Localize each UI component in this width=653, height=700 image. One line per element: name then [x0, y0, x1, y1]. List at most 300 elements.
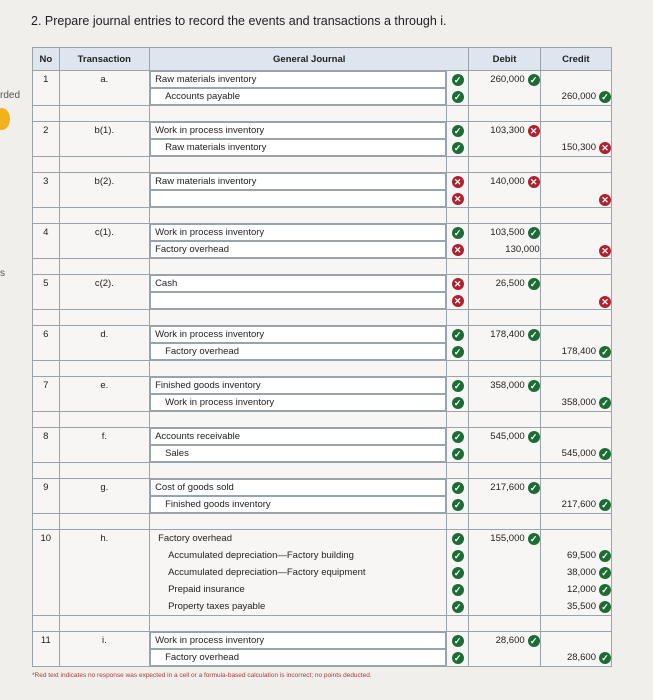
credit-amount: 178,400 — [561, 346, 596, 357]
edge-marker-dot — [0, 108, 10, 130]
transaction-label: f. — [59, 428, 149, 446]
x-circle-icon: ✕ — [528, 176, 540, 188]
spacer-cell — [33, 259, 60, 275]
entry-spacer — [33, 157, 612, 173]
debit-amount: 26,500 — [495, 278, 525, 289]
entry-number: 8 — [33, 428, 60, 446]
account-name: Factory overhead — [150, 343, 446, 360]
entry-number — [33, 292, 60, 310]
check-circle-icon: ✓ — [452, 431, 464, 443]
account-cell[interactable] — [150, 445, 447, 463]
credit-cell[interactable] — [540, 326, 611, 344]
debit-cell[interactable] — [469, 530, 540, 548]
transaction-label — [59, 139, 149, 157]
spacer-cell — [447, 157, 469, 173]
check-circle-icon: ✓ — [452, 125, 464, 137]
check-circle-icon: ✓ — [452, 550, 464, 562]
transaction-label — [59, 88, 149, 106]
debit-amount: 103,500 — [490, 227, 525, 238]
entry-number: 4 — [33, 224, 60, 242]
debit-cell[interactable] — [469, 428, 540, 446]
check-circle-icon: ✓ — [528, 635, 540, 647]
check-circle-icon: ✓ — [599, 584, 611, 596]
debit-cell[interactable] — [469, 292, 540, 310]
account-name: Cash — [150, 275, 446, 292]
account-cell[interactable] — [150, 139, 447, 157]
row-status — [447, 275, 469, 293]
journal-row — [33, 598, 612, 616]
check-circle-icon: ✓ — [528, 533, 540, 545]
account-name: Raw materials inventory — [150, 173, 446, 190]
transaction-label: e. — [59, 377, 149, 395]
credit-amount: 38,000 — [566, 567, 596, 578]
credit-cell[interactable] — [540, 190, 611, 208]
entry-number — [33, 496, 60, 514]
account-cell[interactable] — [150, 428, 447, 446]
debit-cell[interactable] — [469, 343, 540, 361]
check-circle-icon: ✓ — [452, 499, 464, 511]
debit-cell[interactable] — [469, 394, 540, 412]
debit-cell[interactable] — [469, 564, 540, 581]
debit-cell[interactable] — [469, 224, 540, 242]
credit-cell[interactable] — [540, 445, 611, 463]
row-status — [447, 241, 469, 259]
spacer-cell — [59, 208, 149, 224]
spacer-cell — [447, 412, 469, 428]
check-circle-icon: ✓ — [452, 74, 464, 86]
transaction-label: g. — [59, 479, 149, 497]
transaction-label — [59, 445, 149, 463]
spacer-cell — [447, 208, 469, 224]
transaction-label: i. — [59, 632, 149, 650]
journal-row — [33, 343, 612, 361]
row-status — [447, 530, 469, 548]
entry-spacer — [33, 616, 612, 632]
journal-row — [33, 326, 612, 344]
x-circle-icon: ✕ — [452, 278, 464, 290]
account-name: Factory overhead — [150, 649, 446, 666]
credit-cell[interactable] — [540, 564, 611, 581]
debit-amount: 217,600 — [490, 482, 525, 493]
entry-number: 2 — [33, 122, 60, 140]
account-cell[interactable] — [150, 394, 447, 412]
spacer-cell — [469, 310, 540, 326]
credit-amount: 217,600 — [561, 499, 596, 510]
transaction-label: a. — [59, 71, 149, 89]
row-status — [447, 122, 469, 140]
check-circle-icon: ✓ — [452, 448, 464, 460]
row-status — [447, 173, 469, 191]
debit-cell[interactable] — [469, 139, 540, 157]
debit-cell[interactable] — [469, 632, 540, 650]
spacer-cell — [540, 259, 611, 275]
debit-cell[interactable] — [469, 241, 540, 259]
row-status — [447, 632, 469, 650]
row-status — [447, 394, 469, 412]
entry-number: 5 — [33, 275, 60, 293]
credit-cell[interactable] — [540, 547, 611, 564]
row-status — [447, 479, 469, 497]
account-name: Raw materials inventory — [150, 139, 446, 156]
transaction-label — [59, 394, 149, 412]
account-name: Property taxes payable — [168, 601, 266, 612]
account-name: Accounts receivable — [150, 428, 446, 445]
credit-cell[interactable] — [540, 224, 611, 242]
spacer-cell — [59, 361, 149, 377]
spacer-cell — [59, 616, 149, 632]
credit-amount: 150,300 — [561, 142, 596, 153]
check-circle-icon: ✓ — [528, 380, 540, 392]
row-status — [447, 292, 469, 310]
check-circle-icon: ✓ — [599, 448, 611, 460]
entry-number — [33, 88, 60, 106]
check-circle-icon: ✓ — [452, 397, 464, 409]
account-name: Raw materials inventory — [150, 71, 446, 88]
debit-cell[interactable] — [469, 581, 540, 598]
row-status — [447, 139, 469, 157]
credit-cell[interactable] — [540, 598, 611, 616]
account-cell[interactable] — [150, 292, 447, 310]
credit-cell[interactable] — [540, 496, 611, 514]
credit-cell[interactable] — [540, 139, 611, 157]
credit-cell[interactable] — [540, 173, 611, 191]
check-circle-icon: ✓ — [452, 601, 464, 613]
row-status — [447, 71, 469, 89]
debit-amount: 103,300 — [490, 125, 525, 136]
transaction-label: c(2). — [59, 275, 149, 293]
account-cell[interactable] — [150, 530, 447, 548]
debit-cell[interactable] — [469, 326, 540, 344]
account-cell[interactable] — [150, 88, 447, 106]
x-circle-icon: ✕ — [599, 296, 611, 308]
spacer-cell — [447, 463, 469, 479]
account-cell[interactable] — [150, 343, 447, 361]
check-circle-icon: ✓ — [452, 635, 464, 647]
journal-row — [33, 139, 612, 157]
credit-cell[interactable] — [540, 581, 611, 598]
check-circle-icon: ✓ — [452, 533, 464, 545]
credit-cell[interactable] — [540, 377, 611, 395]
journal-row — [33, 649, 612, 667]
check-circle-icon: ✓ — [528, 278, 540, 290]
check-circle-icon: ✓ — [599, 91, 611, 103]
spacer-cell — [33, 106, 60, 122]
header-credit: Credit — [540, 48, 611, 71]
spacer-cell — [447, 361, 469, 377]
entry-number: 7 — [33, 377, 60, 395]
transaction-label: b(1). — [59, 122, 149, 140]
account-cell[interactable] — [150, 581, 447, 598]
journal-row — [33, 88, 612, 106]
entry-number: 6 — [33, 326, 60, 344]
edge-label-1: rded — [0, 90, 21, 101]
entry-spacer — [33, 259, 612, 275]
journal-row — [33, 241, 612, 259]
row-status — [447, 224, 469, 242]
credit-cell[interactable] — [540, 241, 611, 259]
account-name — [150, 190, 446, 207]
journal-row — [33, 122, 612, 140]
spacer-cell — [59, 412, 149, 428]
entry-number: 3 — [33, 173, 60, 191]
debit-cell[interactable] — [469, 547, 540, 564]
account-name: Accumulated depreciation—Factory equipment — [168, 567, 366, 578]
journal-row — [33, 530, 612, 548]
check-circle-icon: ✓ — [528, 482, 540, 494]
debit-cell[interactable] — [469, 649, 540, 667]
check-circle-icon: ✓ — [452, 652, 464, 664]
account-cell[interactable] — [150, 649, 447, 667]
spacer-cell — [447, 106, 469, 122]
credit-cell[interactable] — [540, 428, 611, 446]
transaction-label — [59, 190, 149, 208]
transaction-label — [59, 343, 149, 361]
account-cell[interactable] — [150, 326, 447, 344]
account-cell[interactable] — [150, 632, 447, 650]
journal-row — [33, 445, 612, 463]
credit-amount: 260,000 — [561, 91, 596, 102]
account-cell[interactable] — [150, 173, 447, 191]
spacer-cell — [447, 310, 469, 326]
debit-cell[interactable] — [469, 71, 540, 89]
x-circle-icon: ✕ — [528, 125, 540, 137]
journal-row — [33, 547, 612, 564]
entry-number: 1 — [33, 71, 60, 89]
check-circle-icon: ✓ — [452, 346, 464, 358]
x-circle-icon: ✕ — [452, 244, 464, 256]
account-cell[interactable] — [150, 224, 447, 242]
account-cell[interactable] — [150, 598, 447, 616]
spacer-cell — [469, 361, 540, 377]
account-name: Finished goods inventory — [150, 377, 446, 394]
check-circle-icon: ✓ — [452, 482, 464, 494]
row-status — [447, 343, 469, 361]
spacer-cell — [469, 259, 540, 275]
spacer-cell — [469, 616, 540, 632]
entry-number — [33, 190, 60, 208]
credit-cell[interactable] — [540, 122, 611, 140]
account-name: Finished goods inventory — [150, 496, 446, 513]
entry-number: 9 — [33, 479, 60, 497]
account-cell[interactable] — [150, 71, 447, 89]
credit-cell[interactable] — [540, 530, 611, 548]
check-circle-icon: ✓ — [528, 431, 540, 443]
spacer-cell — [150, 361, 447, 377]
spacer-cell — [150, 157, 447, 173]
credit-cell[interactable] — [540, 649, 611, 667]
account-cell[interactable] — [150, 122, 447, 140]
journal-row — [33, 292, 612, 310]
check-circle-icon: ✓ — [452, 567, 464, 579]
spacer-cell — [150, 259, 447, 275]
account-cell[interactable] — [150, 275, 447, 293]
debit-amount: 28,600 — [495, 635, 525, 646]
x-circle-icon: ✕ — [599, 142, 611, 154]
journal-row — [33, 496, 612, 514]
debit-amount: 155,000 — [490, 533, 525, 544]
spacer-cell — [540, 463, 611, 479]
spacer-cell — [447, 259, 469, 275]
debit-cell[interactable] — [469, 173, 540, 191]
debit-cell[interactable] — [469, 496, 540, 514]
entry-number — [33, 598, 60, 616]
debit-cell[interactable] — [469, 122, 540, 140]
check-circle-icon: ✓ — [599, 550, 611, 562]
x-circle-icon: ✕ — [599, 194, 611, 206]
credit-cell[interactable] — [540, 71, 611, 89]
credit-cell[interactable] — [540, 479, 611, 497]
account-cell[interactable] — [150, 377, 447, 395]
debit-cell[interactable] — [469, 445, 540, 463]
spacer-cell — [469, 412, 540, 428]
spacer-cell — [150, 463, 447, 479]
credit-cell[interactable] — [540, 632, 611, 650]
debit-amount: 358,000 — [490, 380, 525, 391]
credit-amount: 545,000 — [561, 448, 596, 459]
entry-number — [33, 547, 60, 564]
x-circle-icon: ✕ — [452, 295, 464, 307]
debit-cell[interactable] — [469, 598, 540, 616]
account-name: Accounts payable — [150, 88, 446, 105]
spacer-cell — [59, 259, 149, 275]
check-circle-icon: ✓ — [599, 652, 611, 664]
journal-row — [33, 224, 612, 242]
debit-amount: 140,000 — [490, 176, 525, 187]
debit-cell[interactable] — [469, 479, 540, 497]
transaction-label — [59, 241, 149, 259]
entry-number: 10 — [33, 530, 60, 548]
account-name: Work in process inventory — [150, 122, 446, 139]
credit-cell[interactable] — [540, 343, 611, 361]
credit-cell[interactable] — [540, 275, 611, 293]
spacer-cell — [540, 361, 611, 377]
spacer-cell — [540, 106, 611, 122]
account-name: Work in process inventory — [150, 224, 446, 241]
credit-amount: 358,000 — [561, 397, 596, 408]
debit-cell[interactable] — [469, 88, 540, 106]
x-circle-icon: ✕ — [452, 193, 464, 205]
header-no: No — [33, 48, 60, 71]
entry-number — [33, 445, 60, 463]
entry-number — [33, 564, 60, 581]
check-circle-icon: ✓ — [452, 142, 464, 154]
journal-table — [32, 47, 612, 667]
row-status — [447, 598, 469, 616]
entry-number — [33, 649, 60, 667]
debit-cell[interactable] — [469, 190, 540, 208]
transaction-label — [59, 649, 149, 667]
account-name: Factory overhead — [150, 241, 446, 258]
debit-cell[interactable] — [469, 377, 540, 395]
entry-spacer — [33, 106, 612, 122]
account-cell[interactable] — [150, 479, 447, 497]
header-debit: Debit — [469, 48, 540, 71]
journal-row — [33, 394, 612, 412]
spacer-cell — [469, 106, 540, 122]
entry-number — [33, 139, 60, 157]
account-name: Factory overhead — [158, 533, 232, 544]
check-circle-icon: ✓ — [452, 227, 464, 239]
spacer-cell — [59, 310, 149, 326]
credit-amount: 12,000 — [566, 584, 596, 595]
check-circle-icon: ✓ — [528, 329, 540, 341]
spacer-cell — [59, 157, 149, 173]
header-general-journal: General Journal — [150, 48, 469, 71]
credit-amount: 28,600 — [566, 652, 596, 663]
check-circle-icon: ✓ — [599, 397, 611, 409]
entry-number: 11 — [33, 632, 60, 650]
account-name: Work in process inventory — [150, 394, 446, 411]
account-cell[interactable] — [150, 564, 447, 581]
spacer-cell — [469, 157, 540, 173]
row-status — [447, 581, 469, 598]
spacer-cell — [469, 514, 540, 530]
spacer-cell — [59, 514, 149, 530]
debit-amount: 178,400 — [490, 329, 525, 340]
account-cell[interactable] — [150, 496, 447, 514]
spacer-cell — [59, 106, 149, 122]
debit-cell[interactable] — [469, 275, 540, 293]
transaction-label — [59, 547, 149, 564]
entry-number — [33, 581, 60, 598]
account-cell[interactable] — [150, 547, 447, 564]
journal-row — [33, 377, 612, 395]
account-cell[interactable] — [150, 190, 447, 208]
credit-cell[interactable] — [540, 88, 611, 106]
spacer-cell — [540, 412, 611, 428]
check-circle-icon: ✓ — [528, 227, 540, 239]
check-circle-icon: ✓ — [599, 567, 611, 579]
journal-row — [33, 581, 612, 598]
edge-label-2: s — [0, 268, 5, 279]
spacer-cell — [150, 412, 447, 428]
account-name: Work in process inventory — [150, 632, 446, 649]
row-status — [447, 496, 469, 514]
question-prompt: 2. Prepare journal entries to record the events and transactions a through i. — [31, 14, 447, 28]
spacer-cell — [540, 208, 611, 224]
entry-spacer — [33, 310, 612, 326]
x-circle-icon: ✕ — [599, 245, 611, 257]
account-name: Sales — [150, 445, 446, 462]
row-status — [447, 88, 469, 106]
journal-row — [33, 71, 612, 89]
account-name — [150, 292, 446, 309]
row-status — [447, 428, 469, 446]
spacer-cell — [469, 208, 540, 224]
entry-number — [33, 241, 60, 259]
spacer-cell — [150, 310, 447, 326]
debit-amount: 545,000 — [490, 431, 525, 442]
transaction-label — [59, 496, 149, 514]
entry-spacer — [33, 514, 612, 530]
account-cell[interactable] — [150, 241, 447, 259]
row-status — [447, 564, 469, 581]
spacer-cell — [33, 208, 60, 224]
spacer-cell — [447, 514, 469, 530]
journal-row — [33, 173, 612, 191]
credit-cell[interactable] — [540, 292, 611, 310]
spacer-cell — [33, 514, 60, 530]
journal-row — [33, 428, 612, 446]
row-status — [447, 547, 469, 564]
entry-spacer — [33, 208, 612, 224]
check-circle-icon: ✓ — [528, 74, 540, 86]
check-circle-icon: ✓ — [599, 346, 611, 358]
credit-cell[interactable] — [540, 394, 611, 412]
check-circle-icon: ✓ — [452, 380, 464, 392]
spacer-cell — [540, 310, 611, 326]
spacer-cell — [33, 412, 60, 428]
